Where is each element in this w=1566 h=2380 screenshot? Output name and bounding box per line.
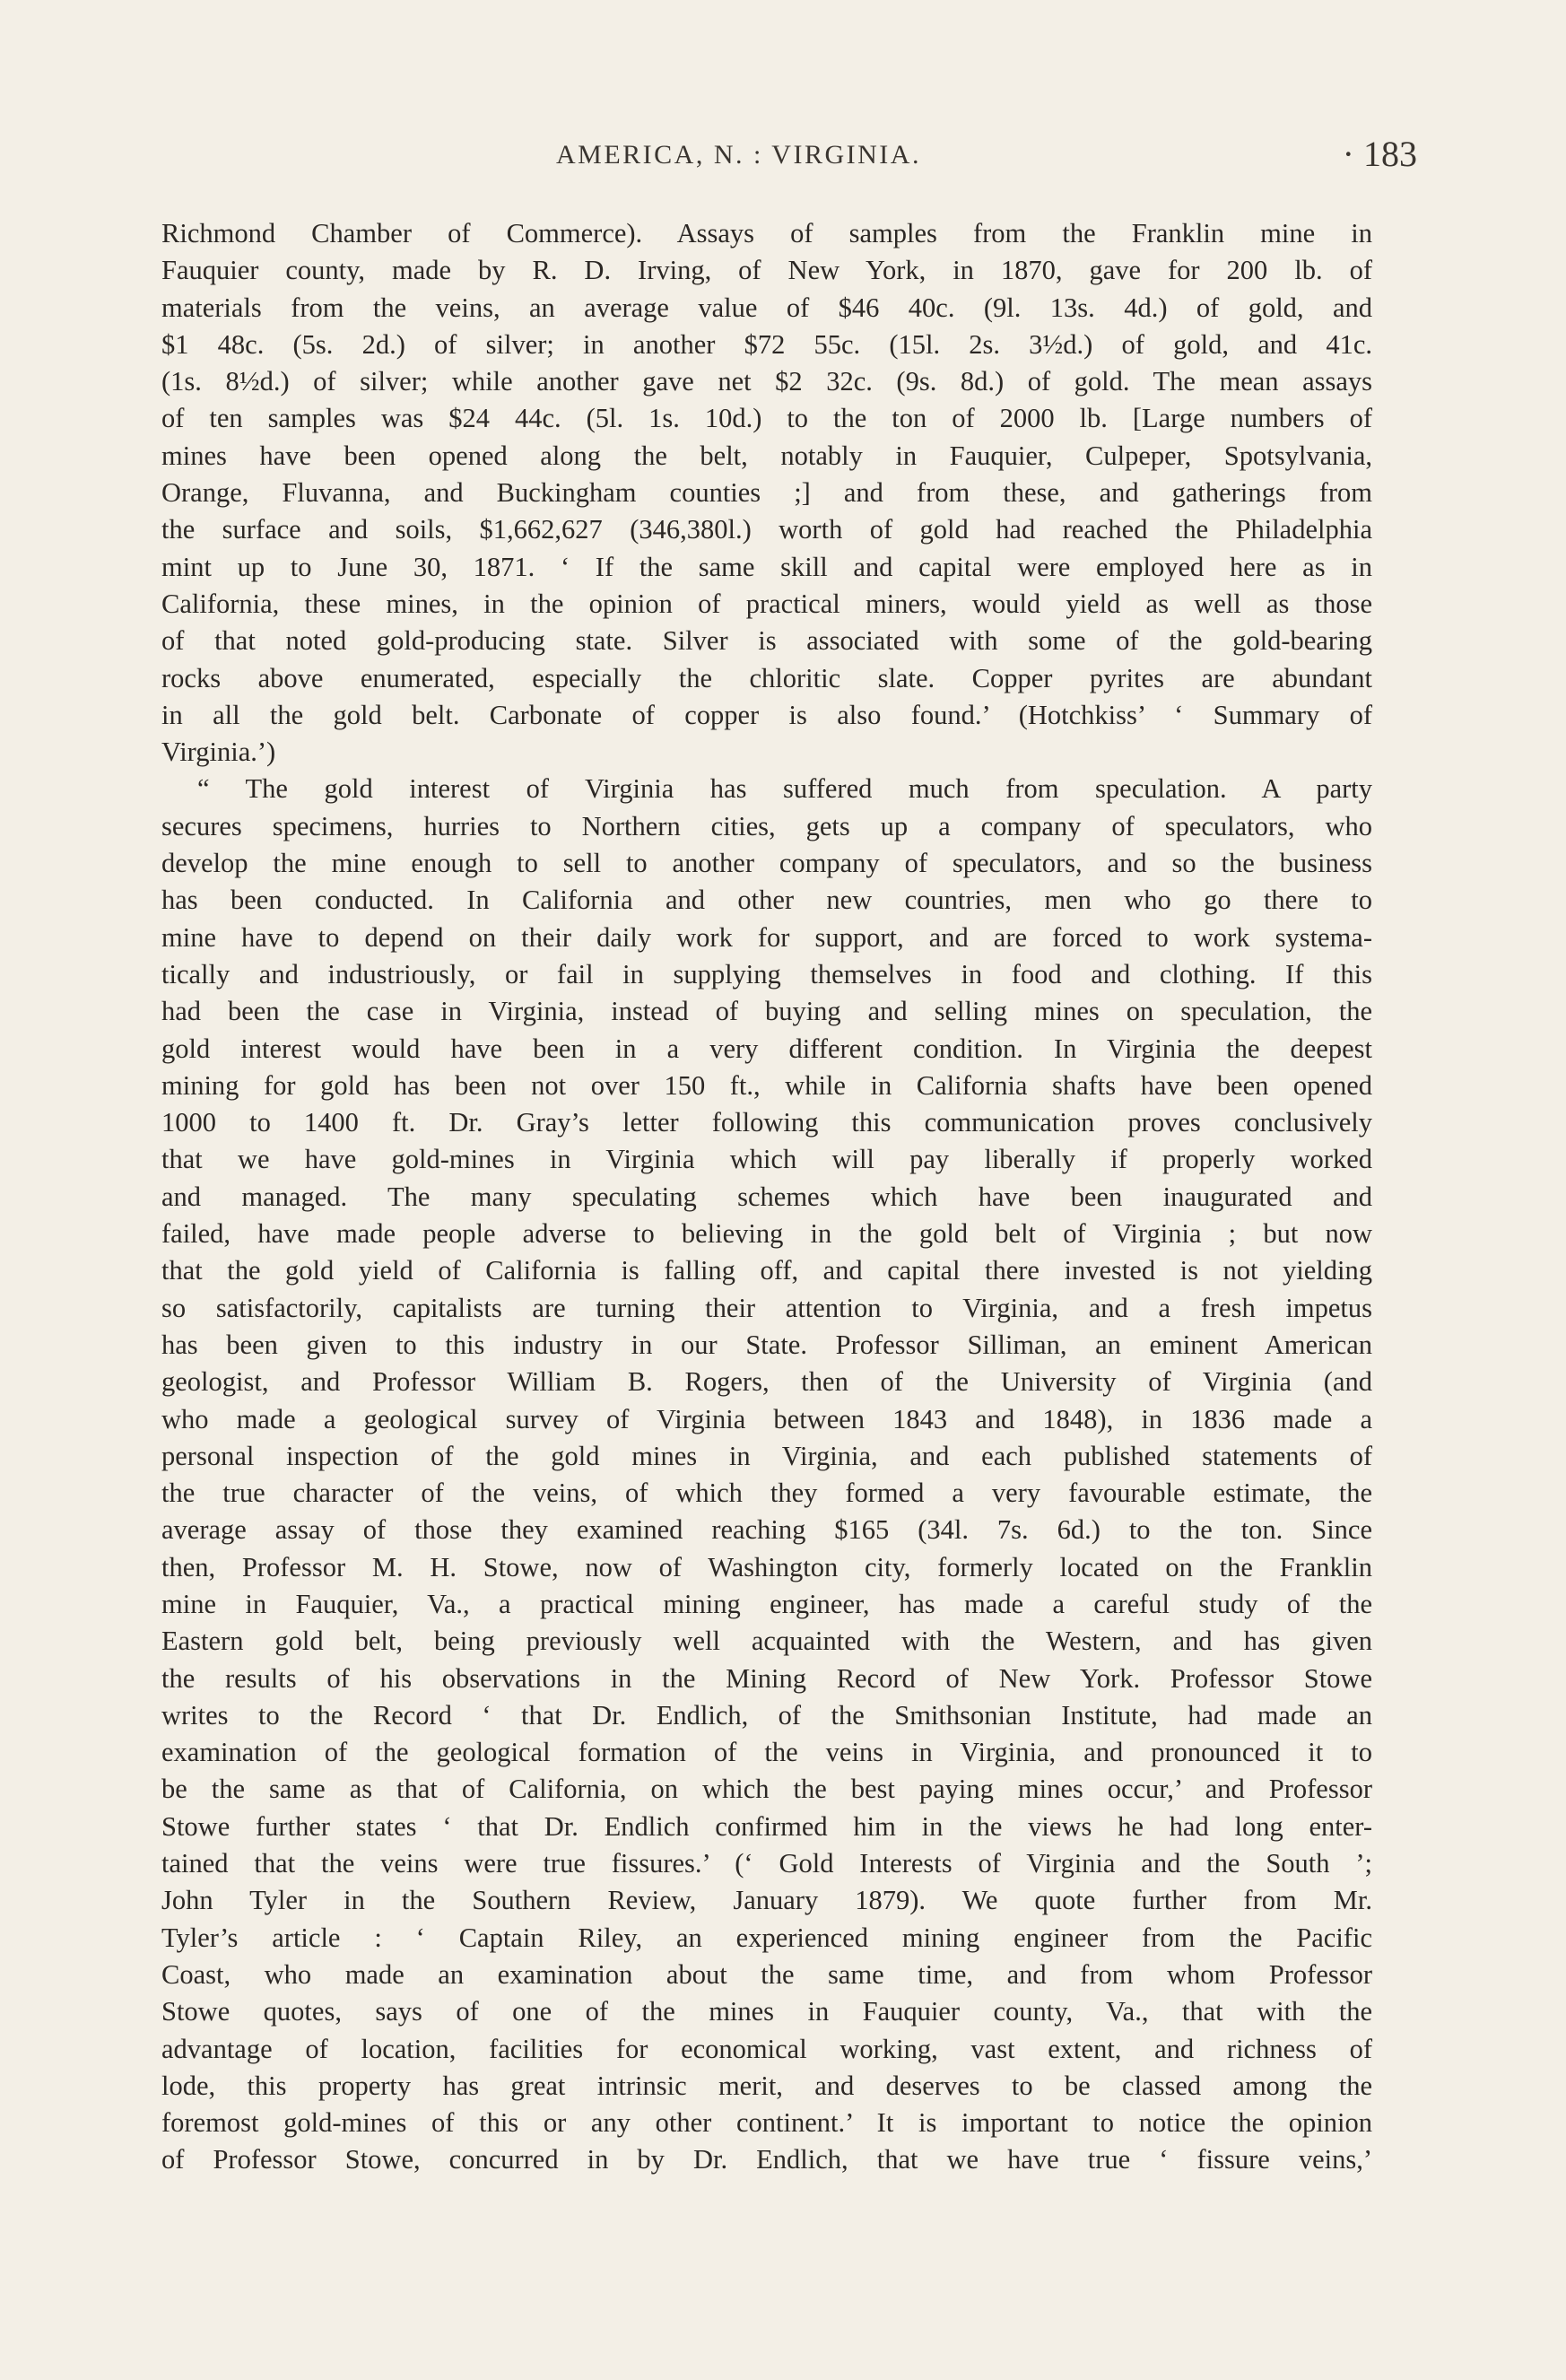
text-line: has been given to this industry in our State. Professor Silliman, an eminent American <box>161 1329 1372 1360</box>
text-line: secures specimens, hurries to Northern cities, gets up a company of speculators, who <box>161 810 1372 841</box>
text-line: and managed. The many speculating schemes which have been inaugurated and <box>161 1181 1372 1212</box>
text-line: has been conducted. In California and other new countries, men who go there to <box>161 885 1372 916</box>
text-line: average assay of those they examined reaching $165 (34l. 7s. 6d.) to the ton. Since <box>161 1514 1372 1546</box>
text-line: Coast, who made an examination about the same time, and from whom Professor <box>161 1958 1372 1990</box>
text-line: the results of his observations in the Mining Record of New York. Professor Stowe <box>161 1662 1372 1694</box>
text-line: Richmond Chamber of Commerce). Assays of samples from the Franklin mine in <box>161 218 1372 248</box>
text-line: mine have to depend on their daily work for support, and are forced to work systema- <box>161 921 1372 953</box>
text-line: in all the gold belt. Carbonate of copper is also found.’ (Hotchkiss’ ‘ Summary of <box>161 699 1372 730</box>
text-line: rocks above enumerated, especially the chloritic slate. Copper pyrites are abundant <box>161 662 1372 693</box>
text-line: lode, this property has great intrinsic merit, and deserves to be classed among the <box>161 2070 1372 2101</box>
text-line: mint up to June 30, 1871. ‘ If the same skill and capital were employed here as in <box>161 551 1372 582</box>
running-title: AMERICA, N. : VIRGINIA. <box>556 140 921 170</box>
text-line: foremost gold-mines of this or any other continent.’ It is important to notice the opinion <box>161 2107 1372 2139</box>
text-line: John Tyler in the Southern Review, January 1879). We quote further from Mr. <box>161 1885 1372 1916</box>
text-line: mines have been opened along the belt, notably in Fauquier, Culpeper, Spotsylvania, <box>161 440 1372 471</box>
text-line: be the same as that of California, on which the best paying mines occur,’ and Professor <box>161 1774 1372 1805</box>
text-line: failed, have made people adverse to believing in the gold belt of Virginia ; but now <box>161 1218 1372 1250</box>
text-line: of that noted gold-producing state. Silver is associated with some of the gold-bearing <box>161 625 1372 657</box>
text-line: of ten samples was $24 44c. (5l. 1s. 10d.) to the ton of 2000 lb. [Large numbers of <box>161 403 1372 434</box>
text-line: 1000 to 1400 ft. Dr. Gray’s letter following this communication proves conclusively <box>161 1107 1372 1138</box>
text-line: Eastern gold belt, being previously well acquainted with the Western, and has given <box>161 1626 1372 1657</box>
text-line: mine in Fauquier, Va., a practical mining engineer, has made a careful study of the <box>161 1588 1372 1619</box>
text-line <box>161 2179 1372 2216</box>
paragraph-start-line: “ The gold interest of Virginia has suffered much from speculation. A party <box>197 773 1372 805</box>
text-line: Fauquier county, made by R. D. Irving, of New York, in 1870, gave for 200 lb. of <box>161 255 1372 286</box>
text-line: (1s. 8½d.) of silver; while another gave net $2 32c. (9s. 8d.) of gold. The mean assays <box>161 366 1372 397</box>
text-line: California, these mines, in the opinion of practical miners, would yield as well as those <box>161 588 1372 619</box>
text-line: then, Professor M. H. Stowe, now of Washington city, formerly located on the Franklin <box>161 1551 1372 1582</box>
text-line: had been the case in Virginia, instead of buying and selling mines on speculation, the <box>161 996 1372 1027</box>
text-line: geologist, and Professor William B. Rogers, then of the University of Virginia (and <box>161 1366 1372 1398</box>
text-line: that the gold yield of California is falling off, and capital there invested is not yielding <box>161 1255 1372 1286</box>
text-line: gold interest would have been in a very different condition. In Virginia the deepest <box>161 1033 1372 1064</box>
text-line: the surface and soils, $1,662,627 (346,380l.) worth of gold had reached the Philadelphia <box>161 514 1372 545</box>
text-line: so satisfactorily, capitalists are turning their attention to Virginia, and a fresh impetus <box>161 1292 1372 1323</box>
text-line: materials from the veins, an average value of $46 40c. (9l. 13s. 4d.) of gold, and <box>161 292 1372 323</box>
text-line: of Professor Stowe, concurred in by Dr. Endlich, that we have true ‘ fissure veins,’ <box>161 2144 1372 2175</box>
text-line: mining for gold has been not over 150 ft., while in California shafts have been opened <box>161 1069 1372 1101</box>
text-line: $1 48c. (5s. 2d.) of silver; in another $72 55c. (15l. 2s. 3½d.) of gold, and 41c. <box>161 328 1372 360</box>
text-line: who made a geological survey of Virginia between 1843 and 1848), in 1836 made a <box>161 1403 1372 1434</box>
text-line: writes to the Record ‘ that Dr. Endlich, of the Smithsonian Institute, had made an <box>161 1699 1372 1731</box>
text-line: tically and industriously, or fail in supplying themselves in food and clothing. If this <box>161 958 1372 989</box>
text-line: Virginia.’) <box>161 737 276 768</box>
text-line: personal inspection of the gold mines in Virginia, and each published statements of <box>161 1440 1372 1471</box>
running-head <box>161 133 1417 178</box>
text-line: tained that the veins were true fissures.’ (‘ Gold Interests of Virginia and the South ’; <box>161 1848 1372 1879</box>
text-line: that we have gold-mines in Virginia which will pay liberally if properly worked <box>161 1144 1372 1175</box>
text-line: Stowe quotes, says of one of the mines in Fauquier county, Va., that with the <box>161 1996 1372 2027</box>
body-text <box>161 215 1372 2216</box>
text-line: Stowe further states ‘ that Dr. Endlich confirmed him in the views he had long enter- <box>161 1810 1372 1842</box>
text-line: advantage of location, facilities for economical working, vast extent, and richness of <box>161 2033 1372 2064</box>
text-line: the true character of the veins, of which they formed a very favourable estimate, the <box>161 1478 1372 1509</box>
page-number: · 183 <box>1342 134 1417 174</box>
text-line: Orange, Fluvanna, and Buckingham counties ;] and from these, and gatherings from <box>161 477 1372 509</box>
text-line: Tyler’s article : ‘ Captain Riley, an experienced mining engineer from the Pacific <box>161 1922 1372 1953</box>
text-line: examination of the geological formation of the veins in Virginia, and pronounced it to <box>161 1737 1372 1768</box>
text-line: develop the mine enough to sell to another company of speculators, and so the business <box>161 848 1372 879</box>
